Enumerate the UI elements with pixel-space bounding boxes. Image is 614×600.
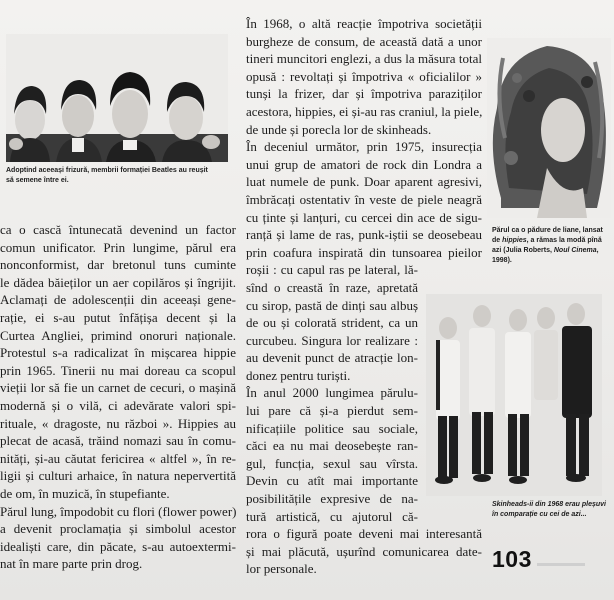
text-line: cu ținte și lanțuri, cu cercei din ace de sigu-	[246, 209, 482, 225]
text-line: tineri muncitori englezi, a dus la măsura total	[246, 51, 482, 67]
text-line: de unde și porecla lor de skinheads.	[246, 121, 432, 137]
text-line: Părul lung, împodobit cu flori (flower power)	[0, 503, 236, 519]
text-line: nonconformist, dar bretonul tuns cuminte	[0, 257, 236, 273]
text-line: nat în mare parte prin drog.	[0, 556, 143, 572]
text-line: sînd o creastă în raze, apretată	[246, 279, 418, 295]
curly-hair-photo-image	[487, 38, 611, 218]
text-line: rație, ei s-au putut înfățișa decent și la	[0, 309, 236, 325]
text-line: În deceniul următor, prin 1975, insurecția	[246, 139, 482, 155]
text-line: îmbrăcați ostentativ în veste de piele neagră	[246, 191, 482, 207]
left-text-column	[0, 221, 236, 573]
skinheads-caption: Skinheads-ii din 1968 erau pleșuvi în comparație cu cei de azi...	[492, 501, 606, 518]
text-line: plecat de acasă, trăind nomazi sau în comu-	[0, 433, 236, 449]
text-line: prin 1965. Tinerii nu mai doreau ca scopul	[0, 362, 236, 378]
text-line: modernă și o vilă, ci adevărate valori spi-	[0, 397, 236, 413]
text-line: gul, funcția, sexul sau vîrsta.	[246, 455, 418, 471]
text-line: roșii : cu capul ras pe lateral, lă-	[246, 262, 418, 278]
beatles-photo	[6, 34, 228, 162]
curly-hair-photo	[487, 38, 611, 218]
text-line: Devin cu atît mai importante	[246, 473, 418, 489]
text-line: Aclamați de adolescenții din aceeași gene-	[0, 292, 236, 308]
text-line: În 1968, o altă reacție împotriva societății	[246, 16, 482, 31]
text-line: vieții lor să fie un carnet de cecuri, o mașină	[0, 380, 236, 396]
text-line: ca o cască întunecată devenind un factor	[0, 222, 236, 237]
text-line: de om, în muzică, în stupefiante.	[0, 485, 170, 501]
text-line: tunși la frizer, dar și împotriva paraziților	[246, 86, 482, 102]
page-number-rule	[537, 563, 585, 566]
caption-fragment: , a rămas la modă pînă azi (Julia Roberts,	[492, 237, 602, 254]
beatles-caption: Adoptind aceeași frizură, membrii formației Beatles au reușit să semene între ei.	[6, 167, 208, 184]
text-line: rituale, « dragoste, nu război ». Hippies au	[0, 415, 236, 431]
text-line: căci ea nu mai deosebește ran-	[246, 438, 418, 454]
caption-fragment: hippies	[502, 237, 527, 244]
caption-fragment: , 1998).	[492, 247, 599, 264]
text-line: prin coafura inspirată din tunsoarea pieilor	[246, 244, 482, 260]
text-line: nități, și-au căutat fericirea « altfel », în re-	[0, 450, 236, 466]
text-line: curcubeu. Singura lor realizare :	[246, 332, 418, 348]
text-line: Curtea Angliei, primind onoruri naționale.	[0, 327, 236, 343]
text-line: ranță și lame de ras, punk-iștii se deosebeau	[246, 227, 482, 243]
text-line: unui grup de amatori de rock din Londra a	[246, 156, 482, 172]
text-line: opusă : revoltați și împotriva « oficialilor »	[246, 68, 482, 84]
text-line: nificațiile politice sau sociale,	[246, 420, 418, 436]
text-line: ligii și culturi arhaice, în natura nepervertită	[0, 468, 236, 484]
text-line: tură artistică, cu ajutorul că-	[246, 508, 418, 524]
text-line: acestora, hippies, ei și-au ras craniul, la piele,	[246, 103, 482, 119]
text-line: luat numele de punk. Doar aparent agresivi,	[246, 174, 482, 190]
text-line: de ou și colorată strident, ca un	[246, 315, 418, 331]
text-line: le dădea băieților un aer copilăros și îngrijit.	[0, 274, 236, 290]
text-line: au devenit punct de atracție lon-	[246, 350, 418, 366]
text-line: lui pare că și-a pierdut sem-	[246, 403, 418, 419]
text-line: rora o figură poate deveni mai interesantă	[246, 526, 482, 542]
beatles-photo-image	[6, 34, 228, 162]
page-number: 103	[492, 546, 532, 572]
text-line: donez pentru turiști.	[246, 367, 351, 383]
text-line: În anul 2000 lungimea părulu-	[246, 385, 418, 401]
text-line: idealiști care, din păcate, s-au autoextermi-	[0, 538, 236, 554]
text-line: și mai plăcută, ușurînd comunicarea date-	[246, 543, 482, 559]
text-line: Protestul s-a radicalizat în mișcarea hippie	[0, 345, 236, 361]
text-line: posibilitățile expresive de na-	[246, 491, 418, 507]
text-line: comun unificator. Prin lungime, părul era	[0, 239, 236, 255]
caption-fragment: Noul Cinema	[553, 247, 597, 254]
curly-hair-caption	[492, 226, 608, 266]
text-line: a devenit proclamația și simbolul acestor	[0, 521, 236, 537]
skinheads-photo	[426, 294, 602, 496]
skinheads-photo-image	[426, 294, 602, 496]
text-line: cu sirop, pastă de dinți sau albuș	[246, 297, 418, 313]
text-line: burgheze de consum, de această dată a unor	[246, 33, 482, 49]
caption-fragment: Părul ca o pădure de liane, lansat de	[492, 227, 603, 244]
text-line: lor personale.	[246, 561, 317, 577]
